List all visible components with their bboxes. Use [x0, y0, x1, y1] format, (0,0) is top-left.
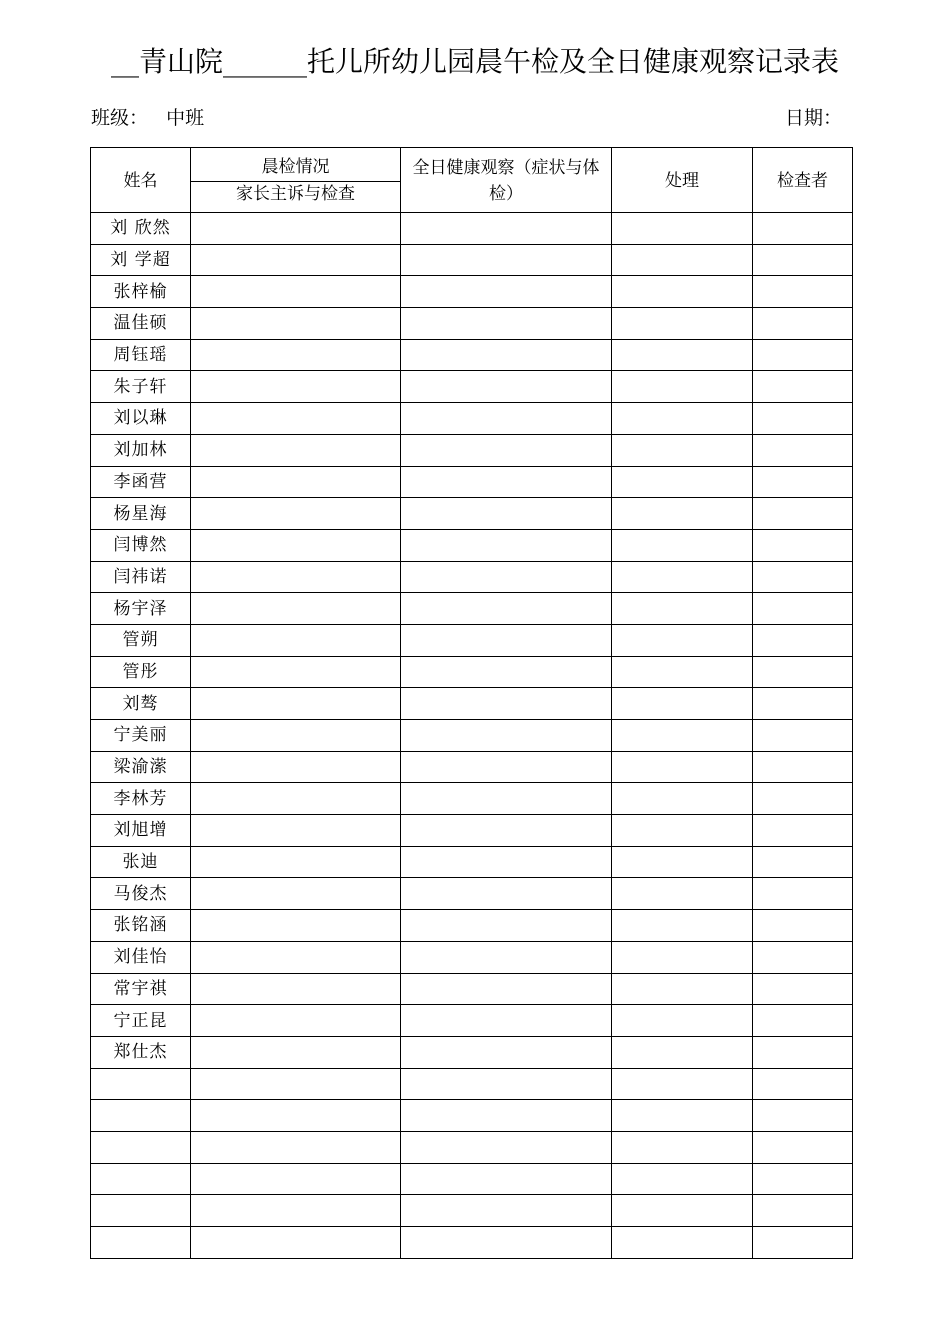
observation-cell: [401, 846, 612, 878]
student-name-cell: 刘 欣然: [91, 213, 191, 245]
treatment-cell: [612, 434, 753, 466]
observation-cell: [401, 403, 612, 435]
morning-check-cell: [191, 276, 401, 308]
inspector-cell: [753, 720, 853, 752]
inspector-cell: [753, 910, 853, 942]
class-value: 中班: [166, 107, 205, 129]
observation-cell: [401, 1195, 612, 1227]
table-row: [91, 276, 853, 308]
inspector-cell: [753, 308, 853, 340]
inspector-cell: [753, 846, 853, 878]
table-row: [91, 1131, 853, 1163]
observation-cell: [401, 624, 612, 656]
inspector-cell: [753, 434, 853, 466]
inspector-cell: [753, 1100, 853, 1132]
student-name-cell: 闫博然: [91, 529, 191, 561]
treatment-cell: [612, 276, 753, 308]
inspector-cell: [753, 339, 853, 371]
treatment-cell: [612, 244, 753, 276]
morning-check-cell: [191, 244, 401, 276]
student-name-cell: 刘 学超: [91, 244, 191, 276]
table-row: [91, 1163, 853, 1195]
table-row: [91, 878, 853, 910]
morning-check-cell: [191, 434, 401, 466]
table-row: [91, 1227, 853, 1259]
header-parent-complaint: 家长主诉与检查: [236, 183, 355, 204]
table-row: [91, 973, 853, 1005]
inspector-cell: [753, 656, 853, 688]
morning-check-cell: [191, 656, 401, 688]
table-row: [91, 466, 853, 498]
inspector-cell: [753, 1163, 853, 1195]
treatment-cell: [612, 656, 753, 688]
treatment-cell: [612, 593, 753, 625]
observation-cell: [401, 498, 612, 530]
inspector-cell: [753, 1005, 853, 1037]
inspector-cell: [753, 941, 853, 973]
morning-check-cell: [191, 815, 401, 847]
header-morning-check: [191, 148, 401, 213]
inspector-cell: [753, 624, 853, 656]
student-name-cell: 管朔: [91, 624, 191, 656]
treatment-cell: [612, 308, 753, 340]
treatment-cell: [612, 1100, 753, 1132]
morning-check-cell: [191, 339, 401, 371]
student-name-cell: [91, 1195, 191, 1227]
student-name-cell: 张迪: [91, 846, 191, 878]
treatment-cell: [612, 403, 753, 435]
observation-cell: [401, 1131, 612, 1163]
treatment-cell: [612, 846, 753, 878]
morning-check-cell: [191, 941, 401, 973]
treatment-cell: [612, 751, 753, 783]
morning-check-cell: [191, 213, 401, 245]
inspector-cell: [753, 973, 853, 1005]
observation-cell: [401, 910, 612, 942]
student-name-cell: 常宇祺: [91, 973, 191, 1005]
treatment-cell: [612, 720, 753, 752]
inspector-cell: [753, 688, 853, 720]
student-name-cell: 杨宇泽: [91, 593, 191, 625]
date-info: [785, 104, 842, 132]
observation-cell: [401, 1163, 612, 1195]
treatment-cell: [612, 466, 753, 498]
morning-check-cell: [191, 1227, 401, 1259]
header-treatment: 处理: [612, 148, 753, 213]
observation-cell: [401, 276, 612, 308]
treatment-cell: [612, 1163, 753, 1195]
inspector-cell: [753, 276, 853, 308]
morning-check-cell: [191, 910, 401, 942]
student-name-cell: 宁正昆: [91, 1005, 191, 1037]
treatment-cell: [612, 339, 753, 371]
table-row: [91, 751, 853, 783]
observation-cell: [401, 339, 612, 371]
table-row: [91, 1036, 853, 1068]
table-row: [91, 213, 853, 245]
observation-cell: [401, 529, 612, 561]
student-name-cell: 张铭涵: [91, 910, 191, 942]
observation-cell: [401, 308, 612, 340]
treatment-cell: [612, 498, 753, 530]
observation-cell: [401, 656, 612, 688]
student-name-cell: [91, 1227, 191, 1259]
morning-check-cell: [191, 1005, 401, 1037]
table-row: [91, 688, 853, 720]
morning-check-cell: [191, 371, 401, 403]
treatment-cell: [612, 371, 753, 403]
inspector-cell: [753, 244, 853, 276]
student-name-cell: 刘以琳: [91, 403, 191, 435]
morning-check-cell: [191, 973, 401, 1005]
header-morning-check-title: 晨检情况: [191, 155, 400, 182]
treatment-cell: [612, 213, 753, 245]
inspector-cell: [753, 498, 853, 530]
table-row: [91, 339, 853, 371]
table-row: [91, 529, 853, 561]
treatment-cell: [612, 910, 753, 942]
student-name-cell: 宁美丽: [91, 720, 191, 752]
observation-cell: [401, 1227, 612, 1259]
student-name-cell: 刘佳怡: [91, 941, 191, 973]
observation-cell: [401, 941, 612, 973]
student-name-cell: [91, 1068, 191, 1100]
observation-cell: [401, 878, 612, 910]
table-row: [91, 656, 853, 688]
observation-cell: [401, 751, 612, 783]
student-name-cell: 张梓榆: [91, 276, 191, 308]
morning-check-cell: [191, 593, 401, 625]
treatment-cell: [612, 1195, 753, 1227]
morning-check-cell: [191, 783, 401, 815]
treatment-cell: [612, 878, 753, 910]
treatment-cell: [612, 973, 753, 1005]
observation-cell: [401, 593, 612, 625]
student-name-cell: 梁渝潆: [91, 751, 191, 783]
treatment-cell: [612, 1227, 753, 1259]
inspector-cell: [753, 815, 853, 847]
table-row: [91, 308, 853, 340]
table-row: [91, 1005, 853, 1037]
student-name-cell: [91, 1100, 191, 1132]
student-name-cell: [91, 1131, 191, 1163]
table-row: [91, 434, 853, 466]
inspector-cell: [753, 529, 853, 561]
class-label: 班级：: [91, 107, 149, 129]
morning-check-cell: [191, 1036, 401, 1068]
table-row: [91, 403, 853, 435]
table-row: [91, 720, 853, 752]
table-row: [91, 561, 853, 593]
observation-cell: [401, 561, 612, 593]
table-row: [91, 783, 853, 815]
header-inspector: 检查者: [753, 148, 853, 213]
header-name: 姓名: [91, 148, 191, 213]
observation-cell: [401, 213, 612, 245]
table-header-row: [91, 148, 853, 213]
morning-check-cell: [191, 308, 401, 340]
morning-check-cell: [191, 1195, 401, 1227]
morning-check-cell: [191, 561, 401, 593]
morning-check-cell: [191, 720, 401, 752]
treatment-cell: [612, 1068, 753, 1100]
inspector-cell: [753, 561, 853, 593]
observation-cell: [401, 1005, 612, 1037]
inspector-cell: [753, 1068, 853, 1100]
treatment-cell: [612, 815, 753, 847]
morning-check-cell: [191, 751, 401, 783]
morning-check-cell: [191, 1068, 401, 1100]
inspector-cell: [753, 593, 853, 625]
table-row: [91, 846, 853, 878]
morning-check-cell: [191, 529, 401, 561]
class-info: [91, 104, 204, 132]
table-row: [91, 1068, 853, 1100]
table-row: [91, 815, 853, 847]
observation-cell: [401, 466, 612, 498]
treatment-cell: [612, 1131, 753, 1163]
student-name-cell: 刘加林: [91, 434, 191, 466]
observation-cell: [401, 720, 612, 752]
observation-cell: [401, 1068, 612, 1100]
treatment-cell: [612, 529, 753, 561]
morning-check-cell: [191, 1131, 401, 1163]
observation-cell: [401, 783, 612, 815]
student-name-cell: 刘旭增: [91, 815, 191, 847]
treatment-cell: [612, 783, 753, 815]
inspector-cell: [753, 783, 853, 815]
student-name-cell: 刘骜: [91, 688, 191, 720]
inspector-cell: [753, 371, 853, 403]
table-row: [91, 941, 853, 973]
student-name-cell: 李函营: [91, 466, 191, 498]
table-row: [91, 244, 853, 276]
student-name-cell: 马俊杰: [91, 878, 191, 910]
observation-cell: [401, 973, 612, 1005]
inspector-cell: [753, 1195, 853, 1227]
treatment-cell: [612, 624, 753, 656]
table-row: [91, 1195, 853, 1227]
table-row: [91, 371, 853, 403]
observation-cell: [401, 244, 612, 276]
student-name-cell: 朱子轩: [91, 371, 191, 403]
morning-check-cell: [191, 878, 401, 910]
student-name-cell: 杨星海: [91, 498, 191, 530]
treatment-cell: [612, 688, 753, 720]
table-row: [91, 910, 853, 942]
student-name-cell: 李林芳: [91, 783, 191, 815]
morning-check-cell: [191, 403, 401, 435]
inspector-cell: [753, 751, 853, 783]
table-row: [91, 498, 853, 530]
inspector-cell: [753, 1131, 853, 1163]
inspector-cell: [753, 213, 853, 245]
observation-cell: [401, 688, 612, 720]
inspector-cell: [753, 878, 853, 910]
observation-cell: [401, 815, 612, 847]
student-name-cell: 郑仕杰: [91, 1036, 191, 1068]
table-row: [91, 1100, 853, 1132]
observation-cell: [401, 371, 612, 403]
morning-check-cell: [191, 466, 401, 498]
student-name-cell: [91, 1163, 191, 1195]
page-title: __青山院______托儿所幼儿园晨午检及全日健康观察记录表: [110, 45, 839, 78]
student-name-cell: 闫祎诺: [91, 561, 191, 593]
observation-cell: [401, 1036, 612, 1068]
treatment-cell: [612, 941, 753, 973]
inspector-cell: [753, 403, 853, 435]
morning-check-cell: [191, 624, 401, 656]
observation-cell: [401, 1100, 612, 1132]
table-row: [91, 593, 853, 625]
morning-check-cell: [191, 1100, 401, 1132]
student-name-cell: 温佳硕: [91, 308, 191, 340]
observation-cell: [401, 434, 612, 466]
inspector-cell: [753, 1227, 853, 1259]
student-name-cell: 管彤: [91, 656, 191, 688]
table-row: [91, 624, 853, 656]
date-label: 日期：: [785, 107, 843, 129]
morning-check-cell: [191, 846, 401, 878]
student-name-cell: 周钰瑶: [91, 339, 191, 371]
treatment-cell: [612, 1005, 753, 1037]
inspector-cell: [753, 1036, 853, 1068]
treatment-cell: [612, 561, 753, 593]
header-all-day-observation: 全日健康观察（症状与体检）: [401, 148, 612, 213]
inspector-cell: [753, 466, 853, 498]
treatment-cell: [612, 1036, 753, 1068]
morning-check-cell: [191, 1163, 401, 1195]
health-record-table: [90, 147, 853, 1259]
morning-check-cell: [191, 498, 401, 530]
morning-check-cell: [191, 688, 401, 720]
